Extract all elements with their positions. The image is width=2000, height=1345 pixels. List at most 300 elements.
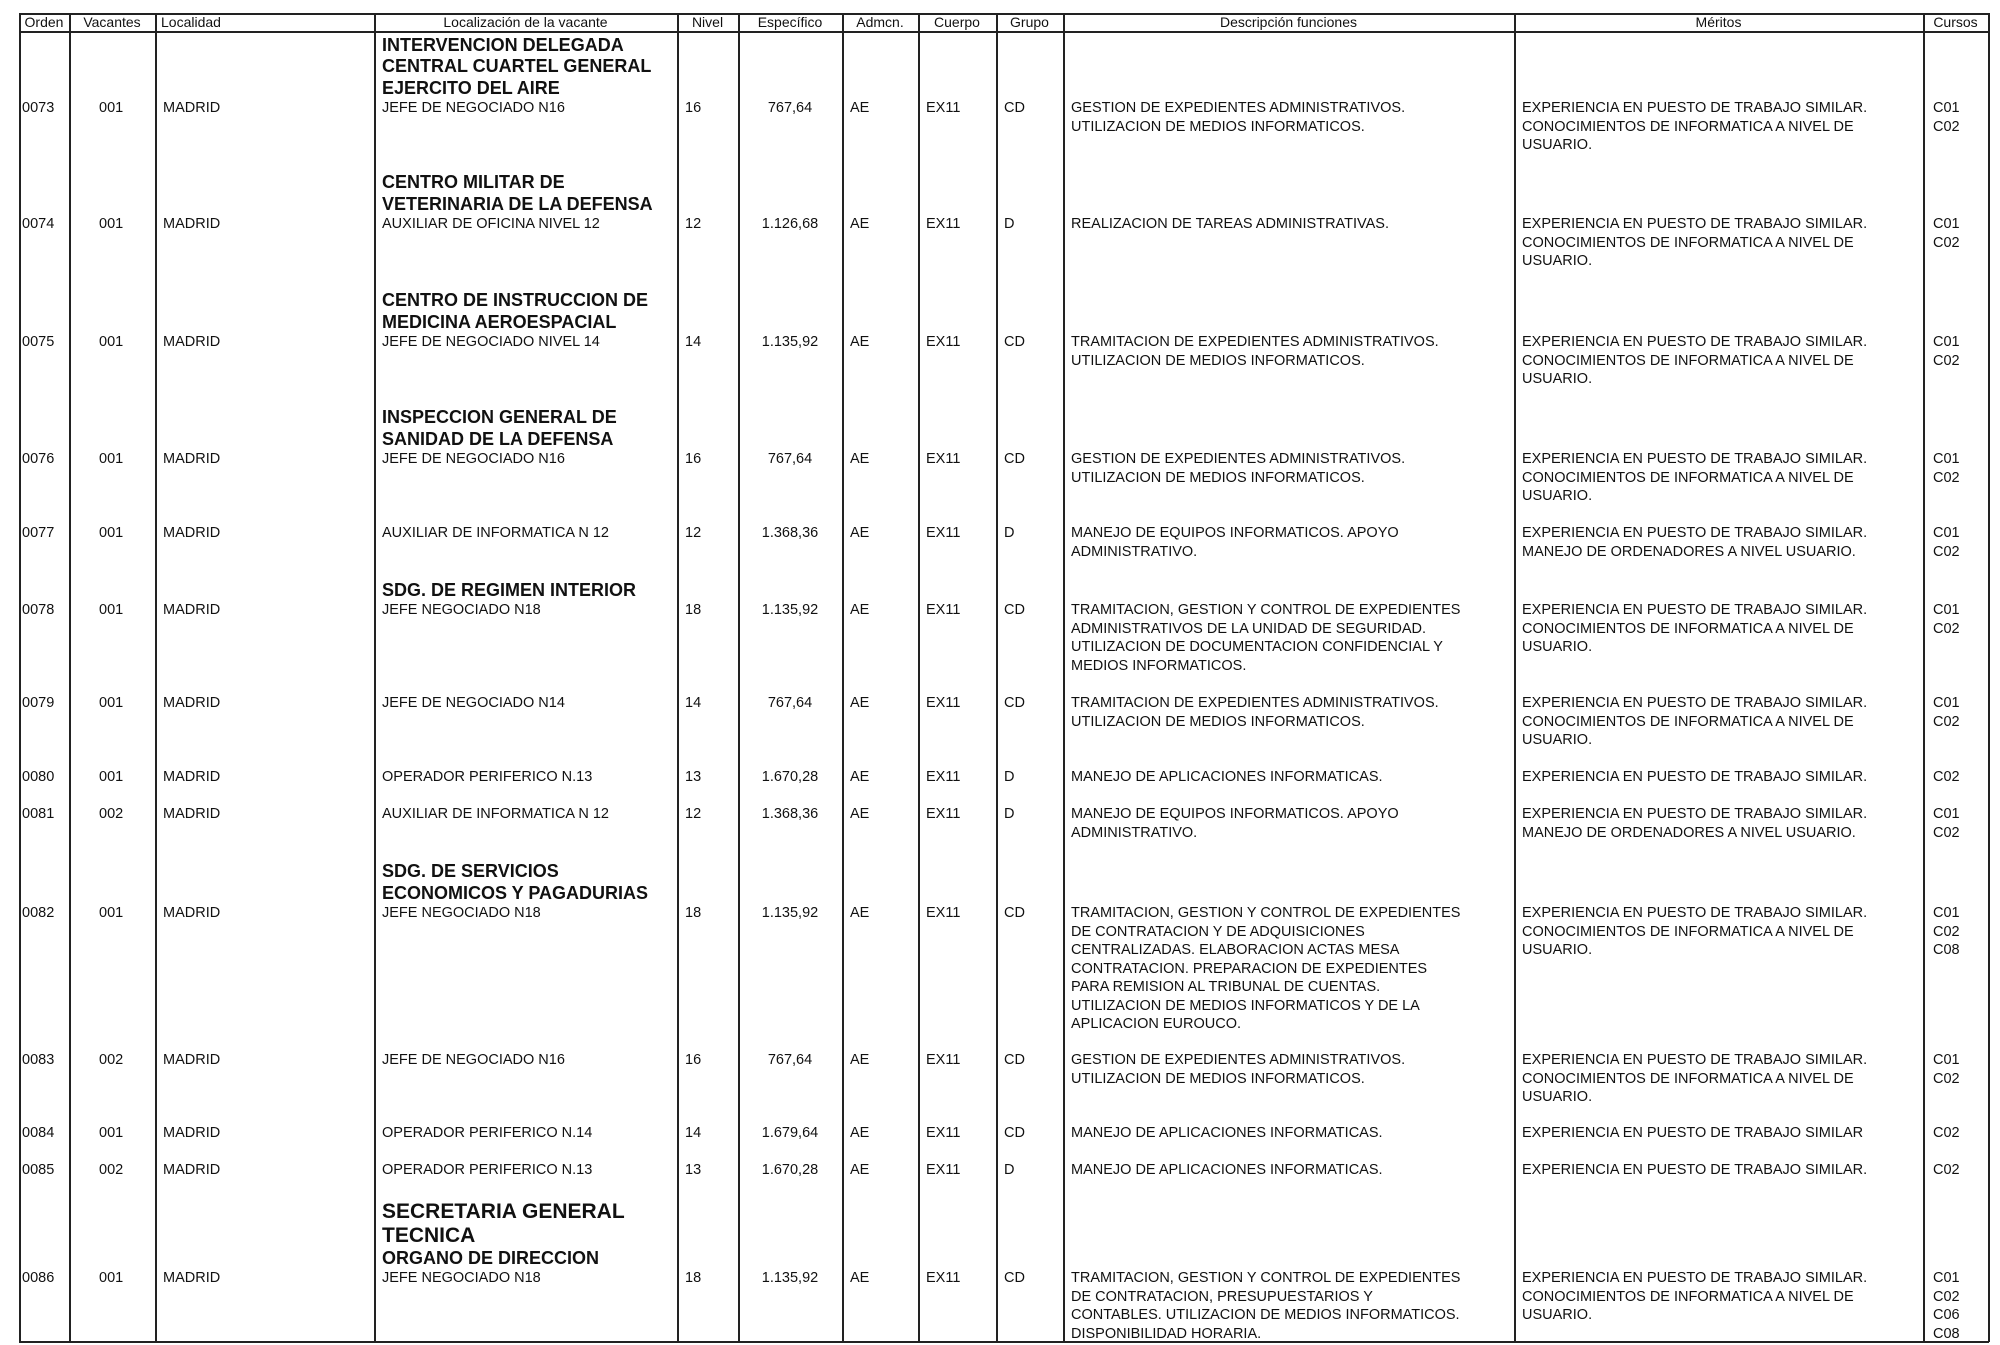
table-row xyxy=(0,172,2000,269)
cell-orden: 0078 xyxy=(22,602,55,618)
cell-localizacion xyxy=(382,172,653,234)
meritos-line: EXPERIENCIA EN PUESTO DE TRABAJO SIMILAR. xyxy=(1522,602,1868,618)
cell-descripcion xyxy=(1071,904,1460,1034)
position-title: JEFE DE NEGOCIADO N16 xyxy=(382,1052,565,1068)
descripcion-line: TRAMITACION DE EXPEDIENTES ADMINISTRATIVOS. xyxy=(1071,695,1439,711)
unit-heading xyxy=(382,172,653,215)
descripcion-line: APLICACION EUROUCO. xyxy=(1071,1016,1241,1032)
cell-cursos xyxy=(1933,805,1960,842)
cursos-line: C02 xyxy=(1933,352,1960,369)
cell-cuerpo: EX11 xyxy=(926,1270,961,1286)
cell-grupo: D xyxy=(1004,216,1015,232)
meritos-line: EXPERIENCIA EN PUESTO DE TRABAJO SIMILAR. xyxy=(1522,334,1868,350)
cell-vacantes: 001 xyxy=(99,1270,124,1286)
cell-admcn: AE xyxy=(850,695,870,711)
cell-cursos xyxy=(1933,1051,1960,1088)
cell-cuerpo: EX11 xyxy=(926,1162,961,1178)
cell-especifico: 1.135,92 xyxy=(761,1270,819,1286)
cursos-line: C02 xyxy=(1933,234,1960,251)
cell-admcn: AE xyxy=(850,334,870,350)
cell-descripcion xyxy=(1071,1269,1460,1343)
cell-admcn: AE xyxy=(850,1125,870,1141)
meritos-line: EXPERIENCIA EN PUESTO DE TRABAJO SIMILAR. xyxy=(1522,1270,1868,1286)
cell-descripcion xyxy=(1071,768,1383,787)
cell-nivel: 18 xyxy=(685,602,702,618)
cell-localidad: MADRID xyxy=(163,1125,221,1141)
cell-nivel: 18 xyxy=(685,1270,702,1286)
table-row xyxy=(0,290,2000,387)
cell-grupo: CD xyxy=(1004,334,1025,350)
column-divider xyxy=(19,13,21,1342)
cell-admcn: AE xyxy=(850,905,870,921)
cell-vacantes: 001 xyxy=(99,100,124,116)
descripcion-line: MANEJO DE APLICACIONES INFORMATICAS. xyxy=(1071,1162,1383,1178)
cell-grupo: CD xyxy=(1004,1125,1025,1141)
cell-descripcion xyxy=(1071,99,1405,136)
cell-localizacion xyxy=(382,290,649,352)
cell-localizacion xyxy=(382,768,592,787)
cursos-line: C01 xyxy=(1933,100,1960,116)
unit-heading-line: INTERVENCION DELEGADA xyxy=(382,34,624,55)
column-divider xyxy=(842,13,844,1342)
cell-admcn: AE xyxy=(850,1052,870,1068)
descripcion-line: MEDIOS INFORMATICOS. xyxy=(1071,657,1247,674)
cell-cuerpo: EX11 xyxy=(926,806,961,822)
meritos-line: CONOCIMIENTOS DE INFORMATICA A NIVEL DE xyxy=(1522,352,1854,369)
header-especifico: Específico xyxy=(757,14,823,30)
cell-vacantes: 001 xyxy=(99,525,124,541)
cell-orden: 0081 xyxy=(22,806,55,822)
position-title: AUXILIAR DE INFORMATICA N 12 xyxy=(382,525,609,541)
position-title: JEFE DE NEGOCIADO NIVEL 14 xyxy=(382,334,600,350)
cell-localizacion xyxy=(382,805,609,824)
cursos-line: C02 xyxy=(1933,1125,1960,1141)
cell-especifico: 767,64 xyxy=(767,100,813,116)
position-title: JEFE NEGOCIADO N18 xyxy=(382,905,541,921)
descripcion-line: ADMINISTRATIVO. xyxy=(1071,543,1198,560)
cell-cuerpo: EX11 xyxy=(926,525,961,541)
cell-localidad: MADRID xyxy=(163,1270,221,1286)
cell-localizacion xyxy=(382,1124,592,1143)
descripcion-line: GESTION DE EXPEDIENTES ADMINISTRATIVOS. xyxy=(1071,451,1406,467)
cell-cuerpo: EX11 xyxy=(926,1052,961,1068)
meritos-line: CONOCIMIENTOS DE INFORMATICA A NIVEL DE xyxy=(1522,1070,1854,1087)
cell-cuerpo: EX11 xyxy=(926,216,961,232)
cell-grupo: CD xyxy=(1004,1270,1025,1286)
unit-heading-line: ECONOMICOS Y PAGADURIAS xyxy=(382,882,649,903)
table-row xyxy=(0,1051,2000,1105)
descripcion-line: TRAMITACION DE EXPEDIENTES ADMINISTRATIVOS. xyxy=(1071,334,1439,350)
cursos-line: C01 xyxy=(1933,334,1960,350)
table-row xyxy=(0,407,2000,504)
descripcion-line: MANEJO DE APLICACIONES INFORMATICAS. xyxy=(1071,1125,1383,1141)
cell-orden: 0084 xyxy=(22,1125,55,1141)
cell-vacantes: 002 xyxy=(99,806,124,822)
cursos-line: C01 xyxy=(1933,695,1960,711)
meritos-line: CONOCIMIENTOS DE INFORMATICA A NIVEL DE xyxy=(1522,234,1854,251)
cursos-line: C01 xyxy=(1933,905,1960,921)
cell-especifico: 1.368,36 xyxy=(761,806,819,822)
cell-localidad: MADRID xyxy=(163,602,221,618)
cell-localidad: MADRID xyxy=(163,525,221,541)
cell-especifico: 1.670,28 xyxy=(761,769,819,785)
cell-meritos xyxy=(1522,601,1867,657)
meritos-line: USUARIO. xyxy=(1522,488,1593,504)
descripcion-line: DE CONTRATACION, PRESUPUESTARIOS Y xyxy=(1071,1288,1373,1305)
cell-vacantes: 001 xyxy=(99,695,124,711)
cell-especifico: 1.135,92 xyxy=(761,334,819,350)
table-row xyxy=(0,1161,2000,1179)
unit-heading-line: MEDICINA AEROESPACIAL xyxy=(382,311,617,332)
unit-heading xyxy=(382,35,651,100)
position-title: OPERADOR PERIFERICO N.14 xyxy=(382,1125,593,1141)
cell-nivel: 14 xyxy=(685,334,702,350)
cell-cuerpo: EX11 xyxy=(926,769,961,785)
cursos-line: C01 xyxy=(1933,451,1960,467)
descripcion-line: MANEJO DE EQUIPOS INFORMATICOS. APOYO xyxy=(1071,806,1399,822)
row-divider xyxy=(19,31,1989,33)
cell-descripcion xyxy=(1071,450,1405,487)
cell-especifico: 1.368,36 xyxy=(761,525,819,541)
cell-descripcion xyxy=(1071,1051,1405,1088)
cell-orden: 0079 xyxy=(22,695,55,711)
cell-grupo: D xyxy=(1004,1162,1015,1178)
meritos-line: EXPERIENCIA EN PUESTO DE TRABAJO SIMILAR xyxy=(1522,1125,1864,1141)
cell-cursos xyxy=(1933,99,1960,136)
cell-meritos xyxy=(1522,333,1867,389)
meritos-line: EXPERIENCIA EN PUESTO DE TRABAJO SIMILAR. xyxy=(1522,769,1868,785)
cell-localizacion xyxy=(382,34,652,118)
meritos-line: CONOCIMIENTOS DE INFORMATICA A NIVEL DE xyxy=(1522,469,1854,486)
column-divider xyxy=(155,13,157,1342)
unit-heading xyxy=(382,407,617,450)
cell-nivel: 12 xyxy=(685,525,702,541)
meritos-line: CONOCIMIENTOS DE INFORMATICA A NIVEL DE xyxy=(1522,118,1854,135)
position-title: AUXILIAR DE OFICINA NIVEL 12 xyxy=(382,216,600,232)
cell-nivel: 14 xyxy=(685,1125,702,1141)
cell-meritos xyxy=(1522,99,1867,155)
descripcion-line: DISPONIBILIDAD HORARIA. xyxy=(1071,1325,1262,1342)
cell-localidad: MADRID xyxy=(163,1162,221,1178)
meritos-line: EXPERIENCIA EN PUESTO DE TRABAJO SIMILAR. xyxy=(1522,1052,1868,1068)
cell-grupo: CD xyxy=(1004,100,1025,116)
meritos-line: USUARIO. xyxy=(1522,1307,1593,1323)
cell-admcn: AE xyxy=(850,769,870,785)
descripcion-line: UTILIZACION DE MEDIOS INFORMATICOS. xyxy=(1071,1070,1365,1087)
cell-localizacion xyxy=(382,694,565,713)
cell-cursos xyxy=(1933,601,1960,638)
cell-vacantes: 001 xyxy=(99,769,124,785)
cursos-line: C02 xyxy=(1933,118,1960,135)
unit-heading-line: SECRETARIA GENERAL xyxy=(382,1199,625,1223)
descripcion-line: UTILIZACION DE MEDIOS INFORMATICOS. xyxy=(1071,352,1365,369)
cell-orden: 0082 xyxy=(22,905,55,921)
meritos-line: EXPERIENCIA EN PUESTO DE TRABAJO SIMILAR. xyxy=(1522,525,1868,541)
header-orden: Orden xyxy=(24,14,64,30)
cell-especifico: 1.135,92 xyxy=(761,602,819,618)
cell-localidad: MADRID xyxy=(163,905,221,921)
cell-vacantes: 001 xyxy=(99,216,124,232)
table-row xyxy=(0,524,2000,560)
cell-meritos xyxy=(1522,694,1867,750)
table-row xyxy=(0,861,2000,1032)
cursos-line: C01 xyxy=(1933,1052,1960,1068)
meritos-line: EXPERIENCIA EN PUESTO DE TRABAJO SIMILAR. xyxy=(1522,905,1868,921)
cell-localidad: MADRID xyxy=(163,695,221,711)
header-admcn: Admcn. xyxy=(856,14,904,30)
unit-heading-line: SANIDAD DE LA DEFENSA xyxy=(382,428,614,449)
cursos-line: C06 xyxy=(1933,1307,1960,1323)
meritos-line: EXPERIENCIA EN PUESTO DE TRABAJO SIMILAR. xyxy=(1522,451,1868,467)
column-divider xyxy=(1063,13,1065,1342)
unit-heading-line: TECNICA xyxy=(382,1223,476,1247)
cell-descripcion xyxy=(1071,1124,1383,1143)
cell-admcn: AE xyxy=(850,602,870,618)
cell-grupo: D xyxy=(1004,525,1015,541)
unit-heading-line: VETERINARIA DE LA DEFENSA xyxy=(382,193,653,214)
cell-vacantes: 001 xyxy=(99,602,124,618)
cell-orden: 0074 xyxy=(22,216,55,232)
cell-orden: 0080 xyxy=(22,769,55,785)
cursos-line: C02 xyxy=(1933,1070,1960,1087)
cell-grupo: CD xyxy=(1004,451,1025,467)
cell-meritos xyxy=(1522,450,1867,506)
cell-meritos xyxy=(1522,768,1867,787)
cell-cursos xyxy=(1933,450,1960,487)
cell-localizacion xyxy=(382,1161,592,1180)
cell-cursos xyxy=(1933,904,1960,960)
cell-meritos xyxy=(1522,524,1867,561)
cursos-line: C02 xyxy=(1933,713,1960,730)
cell-meritos xyxy=(1522,1124,1863,1143)
cursos-line: C02 xyxy=(1933,543,1960,560)
cell-admcn: AE xyxy=(850,1162,870,1178)
cell-cursos xyxy=(1933,524,1960,561)
cell-admcn: AE xyxy=(850,216,870,232)
cell-grupo: CD xyxy=(1004,1052,1025,1068)
unit-heading-line: CENTRO MILITAR DE xyxy=(382,172,565,192)
table-row xyxy=(0,1124,2000,1142)
cell-orden: 0077 xyxy=(22,525,55,541)
unit-heading-line: INSPECCION GENERAL DE xyxy=(382,407,617,427)
cell-cursos xyxy=(1933,333,1960,370)
cell-orden: 0085 xyxy=(22,1162,55,1178)
position-title: OPERADOR PERIFERICO N.13 xyxy=(382,1162,593,1178)
descripcion-line: CONTRATACION. PREPARACION DE EXPEDIENTES xyxy=(1071,960,1428,977)
meritos-line: EXPERIENCIA EN PUESTO DE TRABAJO SIMILAR. xyxy=(1522,100,1868,116)
cell-orden: 0083 xyxy=(22,1052,55,1068)
cursos-line: C01 xyxy=(1933,806,1960,822)
cell-localidad: MADRID xyxy=(163,334,221,350)
descripcion-line: ADMINISTRATIVOS DE LA UNIDAD DE SEGURIDAD. xyxy=(1071,620,1427,637)
cell-admcn: AE xyxy=(850,100,870,116)
table-row xyxy=(0,1199,2000,1342)
meritos-line: CONOCIMIENTOS DE INFORMATICA A NIVEL DE xyxy=(1522,923,1854,940)
cell-localidad: MADRID xyxy=(163,769,221,785)
position-title: JEFE DE NEGOCIADO N14 xyxy=(382,695,565,711)
cell-localizacion xyxy=(382,579,637,620)
cell-vacantes: 001 xyxy=(99,905,124,921)
cell-localidad: MADRID xyxy=(163,806,221,822)
column-divider xyxy=(1923,13,1925,1342)
meritos-line: USUARIO. xyxy=(1522,732,1593,748)
cell-meritos xyxy=(1522,805,1867,842)
cell-especifico: 767,64 xyxy=(767,451,813,467)
cell-localidad: MADRID xyxy=(163,100,221,116)
unit-heading-line: EJERCITO DEL AIRE xyxy=(382,77,560,98)
descripcion-line: MANEJO DE EQUIPOS INFORMATICOS. APOYO xyxy=(1071,525,1399,541)
cell-cuerpo: EX11 xyxy=(926,334,961,350)
meritos-line: EXPERIENCIA EN PUESTO DE TRABAJO SIMILAR. xyxy=(1522,806,1868,822)
cell-nivel: 16 xyxy=(685,451,702,467)
meritos-line: CONOCIMIENTOS DE INFORMATICA A NIVEL DE xyxy=(1522,713,1854,730)
meritos-line: EXPERIENCIA EN PUESTO DE TRABAJO SIMILAR. xyxy=(1522,695,1868,711)
cursos-line: C02 xyxy=(1933,469,1960,486)
unit-heading-line: CENTRAL CUARTEL GENERAL xyxy=(382,56,652,76)
descripcion-line: TRAMITACION, GESTION Y CONTROL DE EXPEDIENTES xyxy=(1071,602,1461,618)
meritos-line: CONOCIMIENTOS DE INFORMATICA A NIVEL DE xyxy=(1522,1288,1854,1305)
cell-descripcion xyxy=(1071,524,1399,561)
meritos-line: EXPERIENCIA EN PUESTO DE TRABAJO SIMILAR. xyxy=(1522,1162,1868,1178)
header-localizacion: Localización de la vacante xyxy=(443,14,608,30)
header-grupo: Grupo xyxy=(1010,14,1049,30)
header-cursos: Cursos xyxy=(1933,14,1978,30)
cursos-line: C01 xyxy=(1933,602,1960,618)
descripcion-line: PARA REMISION AL TRIBUNAL DE CUENTAS. xyxy=(1071,979,1381,995)
column-divider xyxy=(918,13,920,1342)
cell-grupo: CD xyxy=(1004,602,1025,618)
column-divider xyxy=(1514,13,1516,1342)
column-divider xyxy=(996,13,998,1342)
cell-cursos xyxy=(1933,1269,1960,1343)
column-divider xyxy=(1988,13,1990,1342)
meritos-line: USUARIO. xyxy=(1522,137,1593,153)
cell-meritos xyxy=(1522,1161,1867,1180)
cell-admcn: AE xyxy=(850,806,870,822)
descripcion-line: UTILIZACION DE MEDIOS INFORMATICOS. xyxy=(1071,469,1365,486)
cell-especifico: 1.679,64 xyxy=(761,1125,819,1141)
position-title: OPERADOR PERIFERICO N.13 xyxy=(382,769,593,785)
descripcion-line: UTILIZACION DE MEDIOS INFORMATICOS Y DE LA xyxy=(1071,997,1420,1014)
descripcion-line: UTILIZACION DE MEDIOS INFORMATICOS. xyxy=(1071,713,1365,730)
cursos-line: C01 xyxy=(1933,216,1960,232)
cell-especifico: 767,64 xyxy=(767,695,813,711)
meritos-line: EXPERIENCIA EN PUESTO DE TRABAJO SIMILAR. xyxy=(1522,216,1868,232)
cell-cuerpo: EX11 xyxy=(926,695,961,711)
cell-descripcion xyxy=(1071,1161,1383,1180)
header-meritos: Méritos xyxy=(1695,14,1742,30)
unit-heading-line: ORGANO DE DIRECCION xyxy=(382,1247,600,1268)
table-row xyxy=(0,579,2000,674)
cell-cursos xyxy=(1933,768,1960,787)
cell-descripcion xyxy=(1071,694,1439,731)
cell-orden: 0086 xyxy=(22,1270,55,1286)
column-divider xyxy=(374,13,376,1342)
cell-nivel: 12 xyxy=(685,216,702,232)
table-row xyxy=(0,694,2000,748)
cell-descripcion xyxy=(1071,215,1389,234)
cell-especifico: 1.135,92 xyxy=(761,905,819,921)
cell-localidad: MADRID xyxy=(163,1052,221,1068)
cell-vacantes: 002 xyxy=(99,1052,124,1068)
cursos-line: C01 xyxy=(1933,525,1960,541)
cursos-line: C02 xyxy=(1933,824,1960,841)
cell-vacantes: 002 xyxy=(99,1162,124,1178)
unit-heading-line: CENTRO DE INSTRUCCION DE xyxy=(382,290,649,310)
descripcion-line: CONTABLES. UTILIZACION DE MEDIOS INFORMATICOS. xyxy=(1071,1307,1460,1323)
descripcion-line: MANEJO DE APLICACIONES INFORMATICAS. xyxy=(1071,769,1383,785)
cell-admcn: AE xyxy=(850,525,870,541)
descripcion-line: ADMINISTRATIVO. xyxy=(1071,824,1198,841)
cell-nivel: 13 xyxy=(685,1162,702,1178)
meritos-line: USUARIO. xyxy=(1522,1089,1593,1105)
cursos-line: C08 xyxy=(1933,1325,1960,1342)
cursos-line: C02 xyxy=(1933,1288,1960,1305)
position-title: JEFE NEGOCIADO N18 xyxy=(382,1270,541,1286)
cell-nivel: 18 xyxy=(685,905,702,921)
position-title: JEFE DE NEGOCIADO N16 xyxy=(382,451,565,467)
cursos-line: C02 xyxy=(1933,923,1960,940)
cursos-line: C01 xyxy=(1933,1270,1960,1286)
cell-vacantes: 001 xyxy=(99,451,124,467)
cell-vacantes: 001 xyxy=(99,334,124,350)
descripcion-line: GESTION DE EXPEDIENTES ADMINISTRATIVOS. xyxy=(1071,100,1406,116)
cell-grupo: CD xyxy=(1004,905,1025,921)
cell-cuerpo: EX11 xyxy=(926,451,961,467)
cell-localizacion xyxy=(382,861,649,923)
cell-cursos xyxy=(1933,1161,1960,1180)
position-title: AUXILIAR DE INFORMATICA N 12 xyxy=(382,806,609,822)
table-row xyxy=(0,805,2000,841)
descripcion-line: UTILIZACION DE DOCUMENTACION CONFIDENCIAL Y xyxy=(1071,639,1443,655)
cell-descripcion xyxy=(1071,805,1399,842)
cell-admcn: AE xyxy=(850,451,870,467)
descripcion-line: UTILIZACION DE MEDIOS INFORMATICOS. xyxy=(1071,118,1365,135)
cell-grupo: CD xyxy=(1004,695,1025,711)
header-cuerpo: Cuerpo xyxy=(934,14,980,30)
cell-localizacion xyxy=(382,1051,565,1070)
descripcion-line: CENTRALIZADAS. ELABORACION ACTAS MESA xyxy=(1071,942,1400,958)
cell-orden: 0076 xyxy=(22,451,55,467)
unit-heading xyxy=(382,290,648,333)
cell-orden: 0075 xyxy=(22,334,55,350)
cell-grupo: D xyxy=(1004,806,1015,822)
cell-localidad: MADRID xyxy=(163,451,221,467)
cell-descripcion xyxy=(1071,333,1439,370)
cell-meritos xyxy=(1522,1269,1867,1325)
cell-grupo: D xyxy=(1004,769,1015,785)
descripcion-line: TRAMITACION, GESTION Y CONTROL DE EXPEDIENTES xyxy=(1071,905,1461,921)
cell-nivel: 14 xyxy=(685,695,702,711)
meritos-line: USUARIO. xyxy=(1522,371,1593,387)
table-row xyxy=(0,768,2000,786)
cell-cuerpo: EX11 xyxy=(926,1125,961,1141)
cell-nivel: 12 xyxy=(685,806,702,822)
header-localidad: Localidad xyxy=(161,14,221,30)
header-nivel: Nivel xyxy=(691,14,724,30)
meritos-line: USUARIO. xyxy=(1522,253,1593,269)
descripcion-line: GESTION DE EXPEDIENTES ADMINISTRATIVOS. xyxy=(1071,1052,1406,1068)
column-divider xyxy=(738,13,740,1342)
descripcion-line: DE CONTRATACION Y DE ADQUISICIONES xyxy=(1071,923,1365,940)
cell-nivel: 13 xyxy=(685,769,702,785)
cell-cuerpo: EX11 xyxy=(926,905,961,921)
cell-especifico: 767,64 xyxy=(767,1052,813,1068)
cell-especifico: 1.670,28 xyxy=(761,1162,819,1178)
cell-cuerpo: EX11 xyxy=(926,100,961,116)
cell-localizacion xyxy=(382,524,609,543)
cell-cursos xyxy=(1933,694,1960,731)
